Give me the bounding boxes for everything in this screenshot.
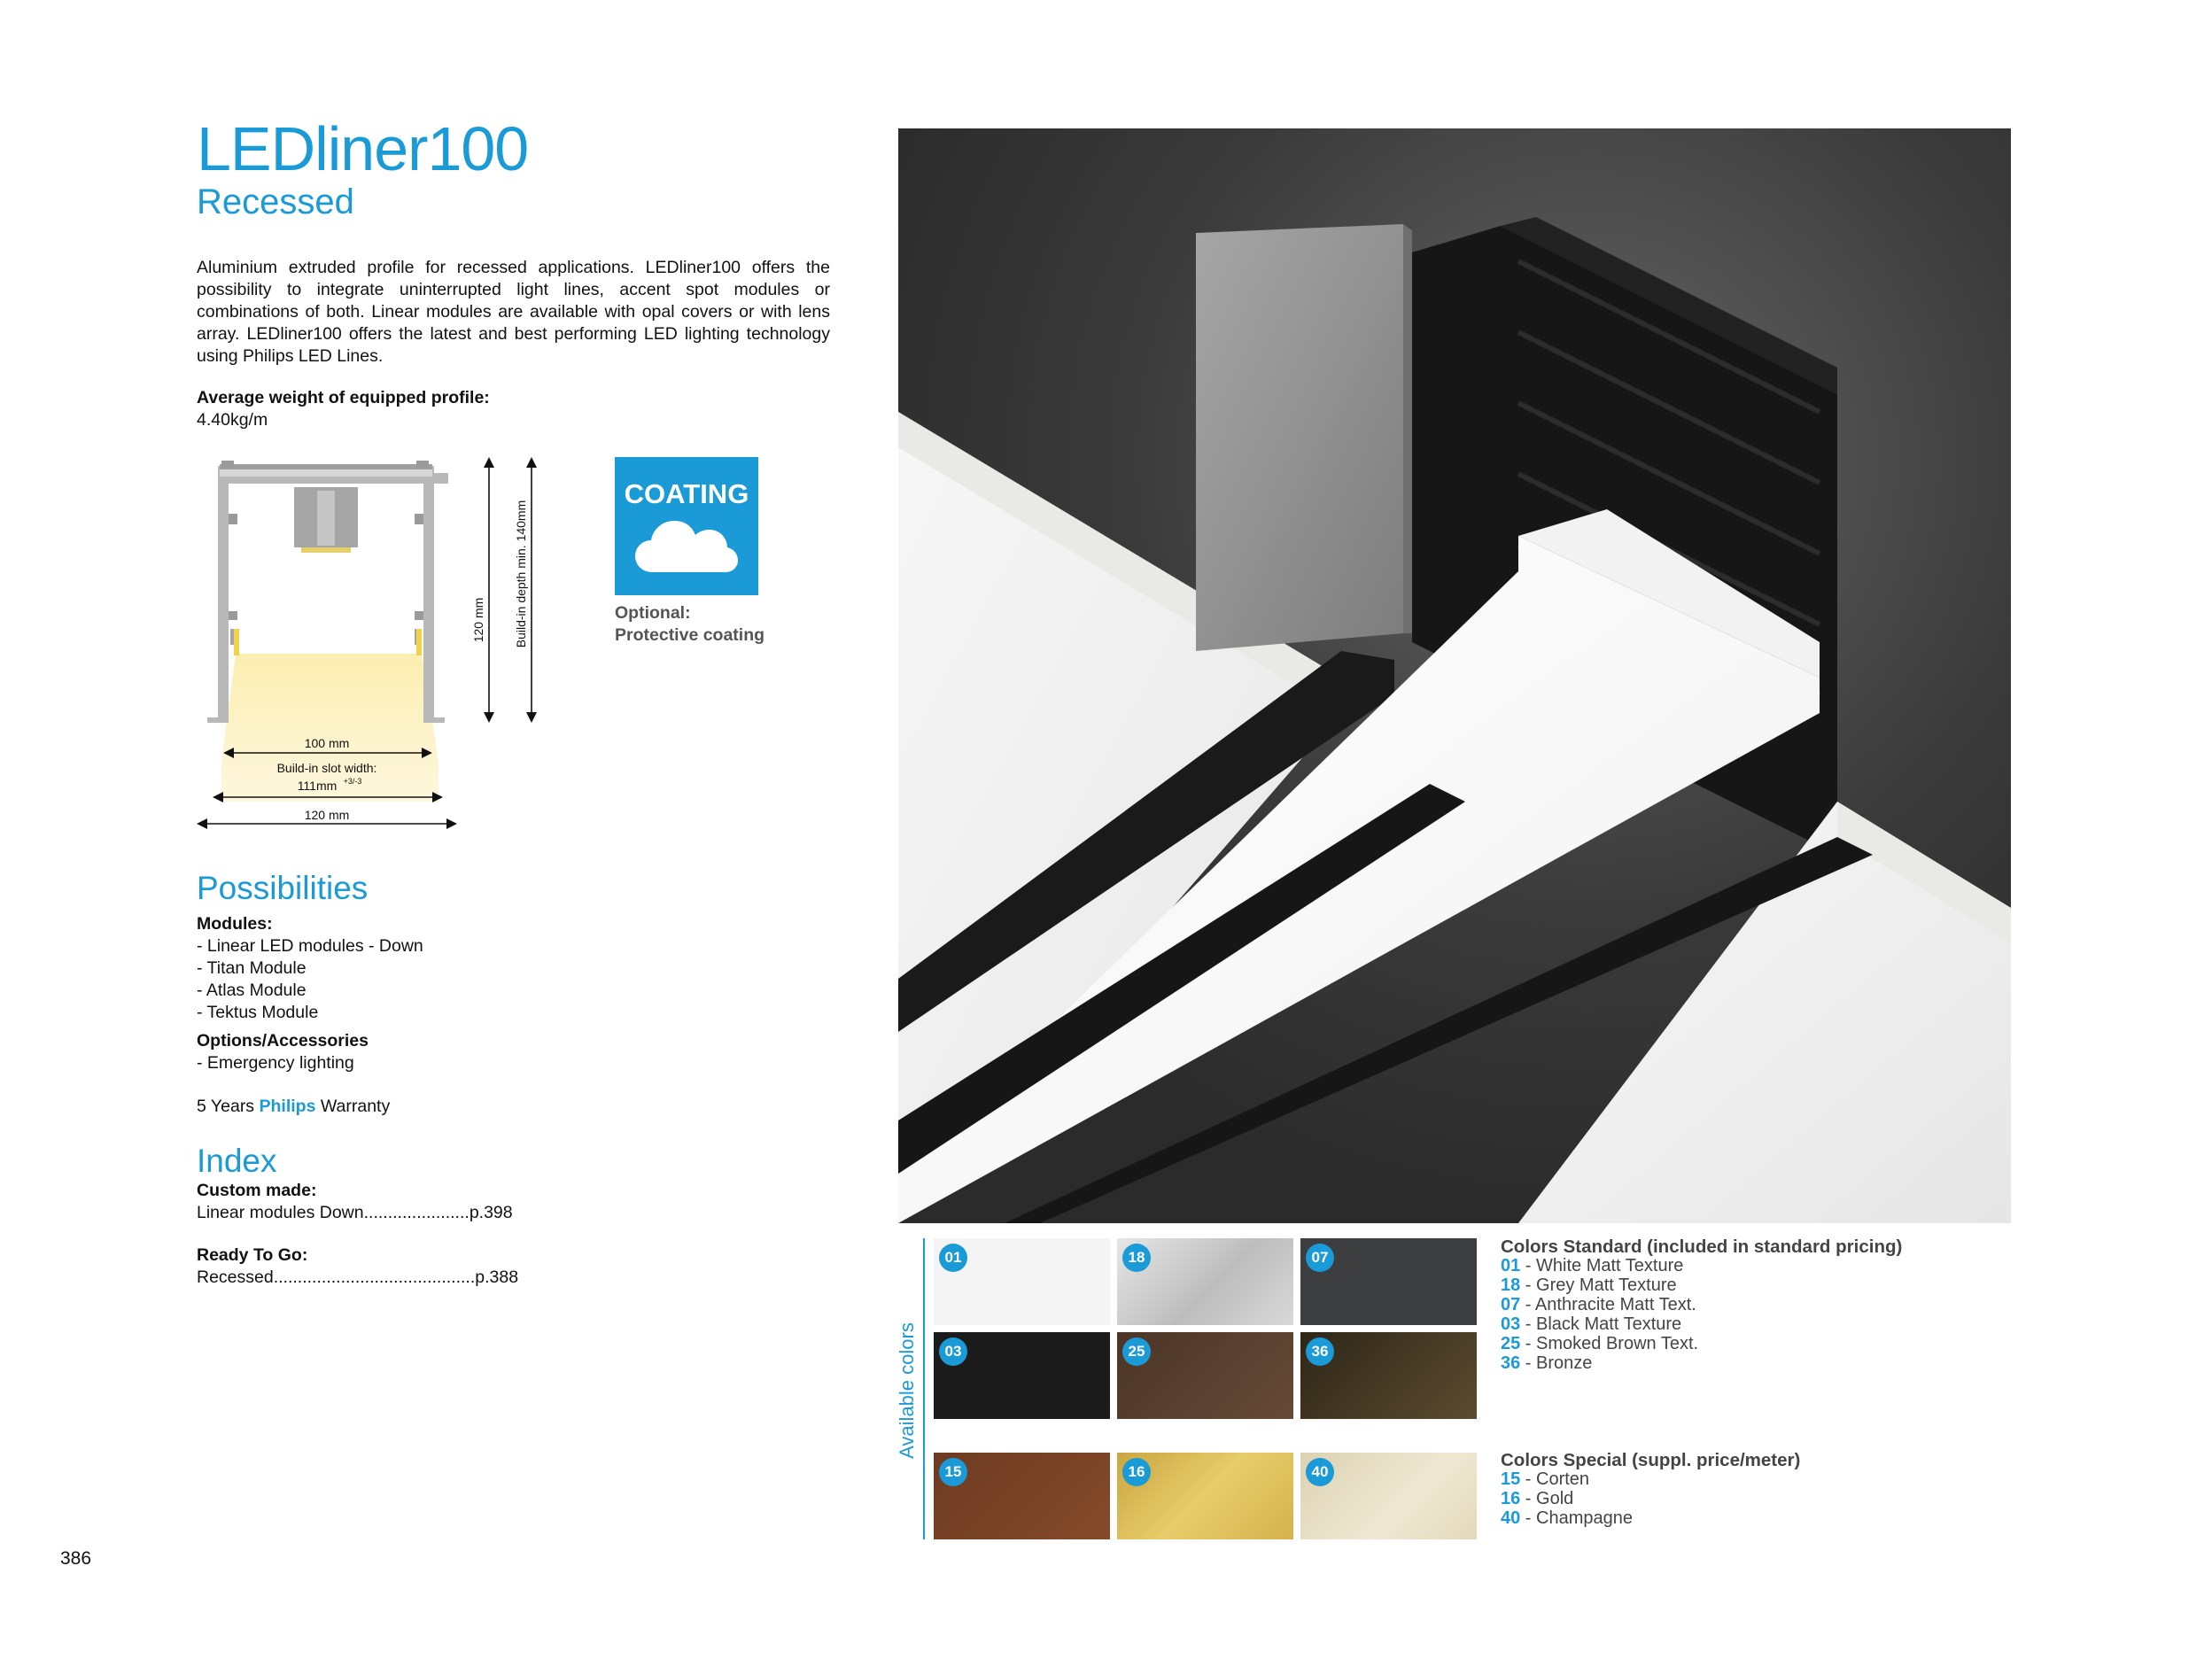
list-item: 15 - Corten [1501,1469,1590,1489]
swatch-code: 16 [1122,1458,1151,1486]
profile-cross-section-drawing [186,452,567,841]
list-item: 07 - Anthracite Matt Text. [1501,1295,1696,1314]
ready-to-go-label: Ready To Go: [197,1245,308,1265]
list-item: 03 - Black Matt Texture [1501,1314,1682,1334]
warranty-prefix: 5 Years [197,1097,260,1116]
index-entry-page: p.388 [475,1268,519,1287]
list-item: 16 - Gold [1501,1489,1574,1508]
color-swatch-18 [1117,1238,1293,1325]
index-entry-custom [197,1203,513,1223]
coating-caption-line2: Protective coating [615,625,765,645]
page-number: 386 [60,1548,92,1569]
list-item: 01 - White Matt Texture [1501,1256,1684,1275]
standard-colors-list [1501,1256,1698,1373]
page-subtitle: Recessed [197,182,354,221]
swatch-code: 40 [1306,1458,1334,1486]
slot-width-tolerance: +3/-3 [343,777,362,786]
index-entry-title: Linear modules Down [197,1203,364,1222]
list-item: - Emergency lighting [197,1053,354,1073]
dim-inner-width-label: 100 mm [304,736,350,750]
slot-width-value: 111mm [297,779,338,793]
index-heading: Index [197,1143,277,1179]
index-entry-title: Recessed [197,1268,274,1287]
color-swatch-36 [1300,1332,1477,1419]
list-item: - Atlas Module [197,981,307,1000]
cloud-icon [633,516,740,578]
list-item: 36 - Bronze [1501,1353,1593,1373]
available-colors-text: Available colors [896,1322,918,1459]
swatch-code: 03 [939,1337,967,1366]
warranty-brand: Philips [259,1097,316,1116]
divider [923,1238,925,1539]
dim-height-label: 120 mm [471,597,485,643]
standard-colors-title: Colors Standard (included in standard pricing) [1501,1236,1903,1257]
index-entry-dots: ...................... [363,1203,470,1222]
slot-width-label: Build-in slot width: [276,761,377,775]
list-item: - Linear LED modules - Down [197,936,423,956]
coating-caption [615,602,764,647]
coating-caption-line1: Optional: [615,603,691,623]
dim-depth-label: Build-in depth min. 140mm [514,500,528,648]
index-entry-ready [197,1268,518,1288]
swatch-code: 01 [939,1244,967,1272]
index-entry-page: p.398 [469,1203,513,1222]
coating-badge [615,457,758,595]
product-description: Aluminium extruded profile for recessed applications. LEDliner100 offers the possibility to integrate uninterrupted light lines, accent spot modules or combinations of both. Linear modules are available with opal covers or with lens array. LEDliner100 offers the latest and best performing LED lighting technology using Philips LED Lines. [197,258,830,366]
list-item: 40 - Champagne [1501,1508,1633,1528]
product-render-image [898,128,2011,1223]
warranty-suffix: Warranty [315,1097,391,1116]
list-item: 18 - Grey Matt Texture [1501,1275,1677,1295]
warranty-note [197,1097,390,1117]
color-swatch-16 [1117,1453,1293,1539]
color-swatch-40 [1300,1453,1477,1539]
weight-value: 4.40kg/m [197,410,268,430]
available-colors-label [886,1240,928,1541]
color-swatch-07 [1300,1238,1477,1325]
color-swatch-01 [934,1238,1110,1325]
list-item: - Tektus Module [197,1003,319,1022]
swatch-code: 18 [1122,1244,1151,1272]
color-swatch-25 [1117,1332,1293,1419]
index-entry-dots: .......................................... [273,1268,476,1287]
custom-made-label: Custom made: [197,1181,317,1200]
weight-label: Average weight of equipped profile: [197,388,490,407]
swatch-code: 15 [939,1458,967,1486]
special-colors-title: Colors Special (suppl. price/meter) [1501,1450,1801,1470]
special-colors-list [1501,1469,1633,1528]
dim-outer-width-label: 120 mm [304,808,350,822]
swatch-code: 25 [1122,1337,1151,1366]
list-item: - Titan Module [197,958,307,978]
options-label: Options/Accessories [197,1031,369,1050]
options-list [197,1052,354,1074]
modules-label: Modules: [197,914,273,934]
swatch-code: 07 [1306,1244,1334,1272]
coating-badge-label: COATING [624,478,749,509]
list-item: 25 - Smoked Brown Text. [1501,1334,1699,1353]
color-swatch-15 [934,1453,1110,1539]
page-title: LEDliner100 [197,114,529,183]
color-swatch-03 [934,1332,1110,1419]
modules-list [197,935,423,1024]
possibilities-heading: Possibilities [197,870,369,906]
swatch-code: 36 [1306,1337,1334,1366]
